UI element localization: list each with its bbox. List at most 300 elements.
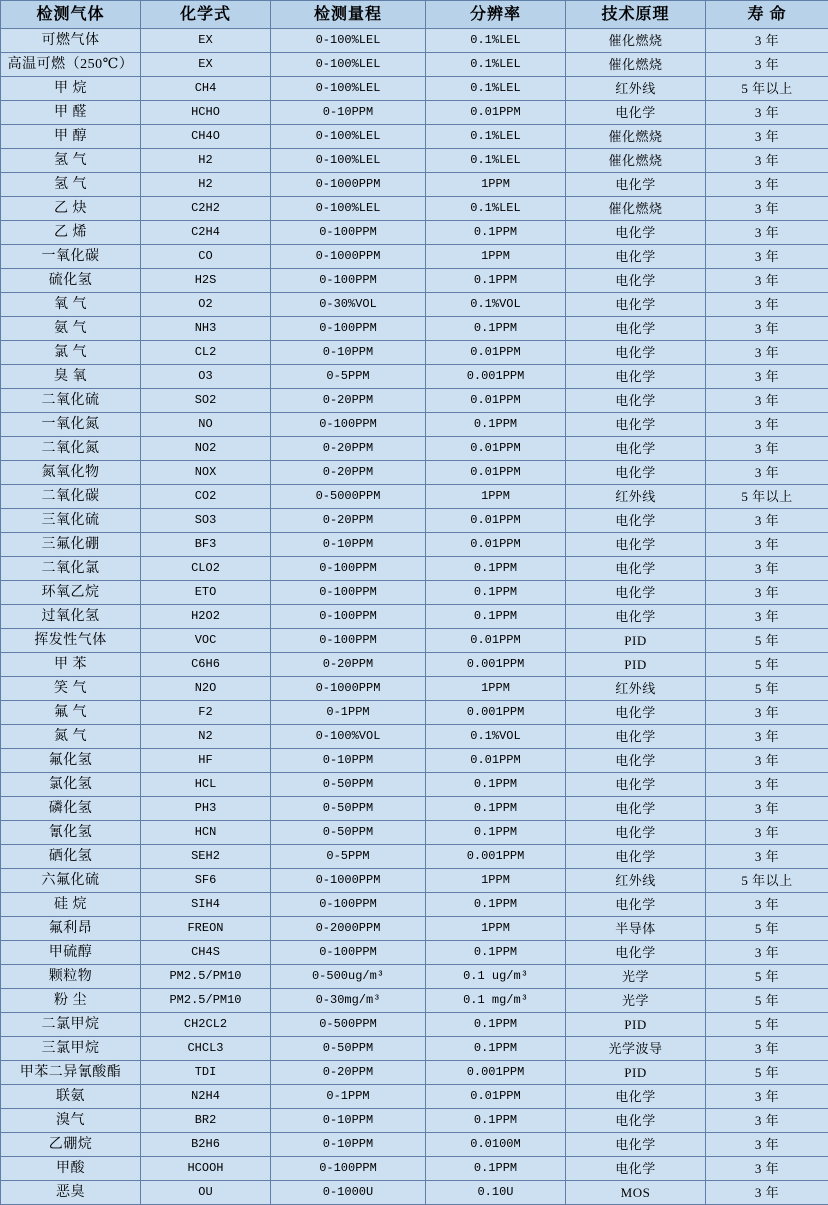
table-row xyxy=(1,869,828,893)
cell-lifetime: 3 年 xyxy=(706,269,828,293)
cell-resolution: 0.1PPM xyxy=(426,581,566,605)
table-row xyxy=(1,221,828,245)
table-row xyxy=(1,605,828,629)
cell-range: 0-100PPM xyxy=(271,413,426,437)
cell-lifetime: 3 年 xyxy=(706,1181,828,1205)
cell-lifetime: 3 年 xyxy=(706,1109,828,1133)
cell-gas: 甲 醇 xyxy=(1,125,141,149)
cell-gas: 甲 苯 xyxy=(1,653,141,677)
cell-formula: O3 xyxy=(141,365,271,389)
cell-range: 0-100%VOL xyxy=(271,725,426,749)
table-row xyxy=(1,941,828,965)
table-body xyxy=(1,29,828,1205)
table-row xyxy=(1,725,828,749)
cell-lifetime: 3 年 xyxy=(706,725,828,749)
cell-technology: MOS xyxy=(566,1181,706,1205)
cell-gas: 高温可燃（250℃） xyxy=(1,53,141,77)
cell-technology: 电化学 xyxy=(566,701,706,725)
table-row xyxy=(1,365,828,389)
cell-technology: 光学 xyxy=(566,965,706,989)
cell-formula: CH2CL2 xyxy=(141,1013,271,1037)
cell-lifetime: 3 年 xyxy=(706,461,828,485)
cell-gas: 粉 尘 xyxy=(1,989,141,1013)
cell-gas: 氢 气 xyxy=(1,173,141,197)
cell-lifetime: 3 年 xyxy=(706,533,828,557)
cell-gas: 甲 醛 xyxy=(1,101,141,125)
cell-gas: 一氧化碳 xyxy=(1,245,141,269)
cell-range: 0-100PPM xyxy=(271,605,426,629)
table-row xyxy=(1,557,828,581)
cell-formula: CL2 xyxy=(141,341,271,365)
cell-resolution: 0.01PPM xyxy=(426,533,566,557)
cell-lifetime: 5 年 xyxy=(706,989,828,1013)
cell-range: 0-100PPM xyxy=(271,893,426,917)
cell-range: 0-1000PPM xyxy=(271,173,426,197)
cell-technology: 电化学 xyxy=(566,581,706,605)
cell-gas: 氯 气 xyxy=(1,341,141,365)
cell-range: 0-500PPM xyxy=(271,1013,426,1037)
cell-gas: 恶臭 xyxy=(1,1181,141,1205)
cell-technology: 电化学 xyxy=(566,725,706,749)
cell-technology: 电化学 xyxy=(566,341,706,365)
cell-range: 0-2000PPM xyxy=(271,917,426,941)
cell-gas: 氮 气 xyxy=(1,725,141,749)
cell-range: 0-100%LEL xyxy=(271,29,426,53)
table-row xyxy=(1,1013,828,1037)
cell-technology: 催化燃烧 xyxy=(566,125,706,149)
cell-resolution: 0.1%LEL xyxy=(426,149,566,173)
cell-resolution: 0.1PPM xyxy=(426,317,566,341)
cell-technology: PID xyxy=(566,653,706,677)
cell-range: 0-1000PPM xyxy=(271,245,426,269)
cell-formula: BF3 xyxy=(141,533,271,557)
cell-technology: 电化学 xyxy=(566,413,706,437)
table-row xyxy=(1,437,828,461)
table-row xyxy=(1,461,828,485)
table-row xyxy=(1,125,828,149)
cell-formula: CLO2 xyxy=(141,557,271,581)
cell-resolution: 1PPM xyxy=(426,485,566,509)
cell-gas: 氨 气 xyxy=(1,317,141,341)
cell-range: 0-5PPM xyxy=(271,845,426,869)
table-row xyxy=(1,269,828,293)
cell-gas: 笑 气 xyxy=(1,677,141,701)
cell-formula: OU xyxy=(141,1181,271,1205)
cell-gas: 联氨 xyxy=(1,1085,141,1109)
cell-technology: 电化学 xyxy=(566,389,706,413)
cell-resolution: 0.1PPM xyxy=(426,413,566,437)
cell-gas: 甲苯二异氰酸酯 xyxy=(1,1061,141,1085)
cell-resolution: 0.1PPM xyxy=(426,773,566,797)
cell-lifetime: 3 年 xyxy=(706,941,828,965)
cell-formula: F2 xyxy=(141,701,271,725)
cell-formula: SEH2 xyxy=(141,845,271,869)
cell-range: 0-10PPM xyxy=(271,1133,426,1157)
cell-range: 0-20PPM xyxy=(271,1061,426,1085)
cell-resolution: 0.1PPM xyxy=(426,797,566,821)
cell-range: 0-5000PPM xyxy=(271,485,426,509)
cell-lifetime: 3 年 xyxy=(706,389,828,413)
cell-range: 0-100%LEL xyxy=(271,53,426,77)
cell-range: 0-100PPM xyxy=(271,941,426,965)
cell-technology: 半导体 xyxy=(566,917,706,941)
cell-formula: PM2.5/PM10 xyxy=(141,965,271,989)
cell-range: 0-100PPM xyxy=(271,317,426,341)
table-row xyxy=(1,1181,828,1205)
table-row xyxy=(1,653,828,677)
cell-gas: 甲 烷 xyxy=(1,77,141,101)
cell-technology: 电化学 xyxy=(566,1085,706,1109)
cell-gas: 氰化氢 xyxy=(1,821,141,845)
cell-range: 0-5PPM xyxy=(271,365,426,389)
cell-gas: 氮氧化物 xyxy=(1,461,141,485)
cell-resolution: 0.1%LEL xyxy=(426,77,566,101)
cell-lifetime: 3 年 xyxy=(706,581,828,605)
cell-gas: 颗粒物 xyxy=(1,965,141,989)
cell-resolution: 0.0100M xyxy=(426,1133,566,1157)
cell-resolution: 0.01PPM xyxy=(426,389,566,413)
cell-resolution: 0.1PPM xyxy=(426,893,566,917)
cell-resolution: 0.01PPM xyxy=(426,629,566,653)
cell-formula: CHCL3 xyxy=(141,1037,271,1061)
cell-range: 0-10PPM xyxy=(271,1109,426,1133)
cell-lifetime: 3 年 xyxy=(706,509,828,533)
cell-range: 0-100PPM xyxy=(271,581,426,605)
cell-technology: 电化学 xyxy=(566,845,706,869)
table-row xyxy=(1,413,828,437)
cell-range: 0-1000U xyxy=(271,1181,426,1205)
cell-resolution: 0.1PPM xyxy=(426,557,566,581)
cell-resolution: 0.001PPM xyxy=(426,365,566,389)
cell-resolution: 0.01PPM xyxy=(426,509,566,533)
cell-lifetime: 3 年 xyxy=(706,773,828,797)
cell-resolution: 0.1PPM xyxy=(426,605,566,629)
cell-gas: 甲酸 xyxy=(1,1157,141,1181)
cell-lifetime: 3 年 xyxy=(706,53,828,77)
cell-formula: N2O xyxy=(141,677,271,701)
cell-gas: 氟化氢 xyxy=(1,749,141,773)
cell-formula: HCL xyxy=(141,773,271,797)
cell-resolution: 0.1PPM xyxy=(426,941,566,965)
cell-range: 0-100%LEL xyxy=(271,197,426,221)
header-lifetime: 寿 命 xyxy=(706,1,828,29)
cell-technology: 光学 xyxy=(566,989,706,1013)
table-row xyxy=(1,1061,828,1085)
cell-technology: PID xyxy=(566,1061,706,1085)
cell-lifetime: 5 年 xyxy=(706,653,828,677)
cell-formula: FREON xyxy=(141,917,271,941)
cell-gas: 硒化氢 xyxy=(1,845,141,869)
cell-technology: 电化学 xyxy=(566,797,706,821)
table-row xyxy=(1,629,828,653)
cell-resolution: 0.1PPM xyxy=(426,1157,566,1181)
cell-gas: 硫化氢 xyxy=(1,269,141,293)
cell-gas: 三氯甲烷 xyxy=(1,1037,141,1061)
table-row xyxy=(1,173,828,197)
cell-technology: 红外线 xyxy=(566,77,706,101)
table-row xyxy=(1,797,828,821)
table-row xyxy=(1,1109,828,1133)
table-row xyxy=(1,533,828,557)
cell-formula: H2 xyxy=(141,173,271,197)
cell-formula: NO2 xyxy=(141,437,271,461)
cell-range: 0-50PPM xyxy=(271,797,426,821)
table-row xyxy=(1,677,828,701)
cell-formula: NH3 xyxy=(141,317,271,341)
cell-resolution: 0.1PPM xyxy=(426,1109,566,1133)
cell-resolution: 0.1%VOL xyxy=(426,293,566,317)
cell-gas: 二氧化碳 xyxy=(1,485,141,509)
cell-gas: 乙 烯 xyxy=(1,221,141,245)
cell-lifetime: 3 年 xyxy=(706,197,828,221)
cell-lifetime: 3 年 xyxy=(706,845,828,869)
cell-range: 0-10PPM xyxy=(271,749,426,773)
cell-technology: 电化学 xyxy=(566,461,706,485)
cell-range: 0-500ug/m³ xyxy=(271,965,426,989)
cell-formula: H2S xyxy=(141,269,271,293)
cell-resolution: 0.1PPM xyxy=(426,821,566,845)
cell-range: 0-50PPM xyxy=(271,821,426,845)
cell-gas: 二氧化硫 xyxy=(1,389,141,413)
cell-technology: 电化学 xyxy=(566,269,706,293)
cell-lifetime: 3 年 xyxy=(706,557,828,581)
cell-gas: 六氟化硫 xyxy=(1,869,141,893)
cell-formula: H2O2 xyxy=(141,605,271,629)
cell-resolution: 1PPM xyxy=(426,869,566,893)
cell-range: 0-100%LEL xyxy=(271,149,426,173)
cell-formula: PM2.5/PM10 xyxy=(141,989,271,1013)
cell-gas: 二氧化氮 xyxy=(1,437,141,461)
cell-resolution: 0.1%LEL xyxy=(426,197,566,221)
cell-lifetime: 3 年 xyxy=(706,893,828,917)
cell-gas: 一氧化氮 xyxy=(1,413,141,437)
cell-range: 0-20PPM xyxy=(271,509,426,533)
cell-resolution: 0.01PPM xyxy=(426,101,566,125)
cell-resolution: 0.1PPM xyxy=(426,221,566,245)
cell-lifetime: 3 年 xyxy=(706,341,828,365)
cell-range: 0-100PPM xyxy=(271,557,426,581)
cell-formula: BR2 xyxy=(141,1109,271,1133)
cell-lifetime: 5 年 xyxy=(706,1013,828,1037)
cell-lifetime: 3 年 xyxy=(706,173,828,197)
cell-formula: CO2 xyxy=(141,485,271,509)
table-row xyxy=(1,197,828,221)
cell-technology: 光学波导 xyxy=(566,1037,706,1061)
table-row xyxy=(1,149,828,173)
table-row xyxy=(1,293,828,317)
cell-resolution: 0.1%VOL xyxy=(426,725,566,749)
cell-formula: HCHO xyxy=(141,101,271,125)
cell-formula: N2H4 xyxy=(141,1085,271,1109)
table-row xyxy=(1,965,828,989)
cell-range: 0-50PPM xyxy=(271,1037,426,1061)
cell-formula: C2H2 xyxy=(141,197,271,221)
cell-formula: CH4O xyxy=(141,125,271,149)
table-row xyxy=(1,341,828,365)
cell-resolution: 0.1%LEL xyxy=(426,29,566,53)
cell-lifetime: 3 年 xyxy=(706,245,828,269)
cell-formula: ETO xyxy=(141,581,271,605)
cell-technology: 电化学 xyxy=(566,749,706,773)
table-row xyxy=(1,1085,828,1109)
cell-lifetime: 5 年 xyxy=(706,1061,828,1085)
cell-lifetime: 3 年 xyxy=(706,1133,828,1157)
cell-formula: HCOOH xyxy=(141,1157,271,1181)
cell-technology: 电化学 xyxy=(566,173,706,197)
cell-formula: TDI xyxy=(141,1061,271,1085)
cell-resolution: 1PPM xyxy=(426,677,566,701)
cell-resolution: 0.001PPM xyxy=(426,653,566,677)
cell-technology: PID xyxy=(566,629,706,653)
cell-technology: 催化燃烧 xyxy=(566,149,706,173)
table-row xyxy=(1,485,828,509)
cell-technology: PID xyxy=(566,1013,706,1037)
cell-formula: N2 xyxy=(141,725,271,749)
header-technology: 技术原理 xyxy=(566,1,706,29)
cell-lifetime: 3 年 xyxy=(706,413,828,437)
cell-gas: 二氧化氯 xyxy=(1,557,141,581)
cell-resolution: 0.1 ug/m³ xyxy=(426,965,566,989)
cell-resolution: 0.001PPM xyxy=(426,701,566,725)
cell-technology: 红外线 xyxy=(566,485,706,509)
cell-gas: 乙硼烷 xyxy=(1,1133,141,1157)
cell-technology: 催化燃烧 xyxy=(566,29,706,53)
cell-range: 0-100%LEL xyxy=(271,77,426,101)
cell-lifetime: 3 年 xyxy=(706,1085,828,1109)
cell-lifetime: 3 年 xyxy=(706,605,828,629)
table-row xyxy=(1,773,828,797)
cell-formula: CH4S xyxy=(141,941,271,965)
cell-gas: 氧 气 xyxy=(1,293,141,317)
table-row xyxy=(1,701,828,725)
cell-resolution: 1PPM xyxy=(426,173,566,197)
cell-formula: HCN xyxy=(141,821,271,845)
cell-lifetime: 3 年 xyxy=(706,125,828,149)
cell-formula: CO xyxy=(141,245,271,269)
cell-technology: 电化学 xyxy=(566,245,706,269)
cell-technology: 电化学 xyxy=(566,1133,706,1157)
cell-resolution: 0.01PPM xyxy=(426,461,566,485)
header-gas: 检测气体 xyxy=(1,1,141,29)
cell-technology: 电化学 xyxy=(566,221,706,245)
header-formula: 化学式 xyxy=(141,1,271,29)
cell-range: 0-30%VOL xyxy=(271,293,426,317)
cell-formula: C2H4 xyxy=(141,221,271,245)
cell-technology: 电化学 xyxy=(566,365,706,389)
cell-formula: PH3 xyxy=(141,797,271,821)
cell-resolution: 0.01PPM xyxy=(426,341,566,365)
table-row xyxy=(1,77,828,101)
cell-lifetime: 3 年 xyxy=(706,437,828,461)
cell-technology: 红外线 xyxy=(566,869,706,893)
cell-range: 0-20PPM xyxy=(271,437,426,461)
cell-technology: 电化学 xyxy=(566,941,706,965)
cell-technology: 电化学 xyxy=(566,533,706,557)
cell-lifetime: 5 年 xyxy=(706,677,828,701)
table-row xyxy=(1,1157,828,1181)
cell-technology: 红外线 xyxy=(566,677,706,701)
cell-lifetime: 5 年以上 xyxy=(706,485,828,509)
cell-lifetime: 3 年 xyxy=(706,149,828,173)
cell-resolution: 0.01PPM xyxy=(426,749,566,773)
cell-lifetime: 5 年 xyxy=(706,629,828,653)
cell-lifetime: 3 年 xyxy=(706,821,828,845)
cell-formula: NOX xyxy=(141,461,271,485)
table-row xyxy=(1,821,828,845)
cell-range: 0-20PPM xyxy=(271,461,426,485)
cell-gas: 氢 气 xyxy=(1,149,141,173)
cell-gas: 溴气 xyxy=(1,1109,141,1133)
table-row xyxy=(1,1133,828,1157)
cell-technology: 电化学 xyxy=(566,773,706,797)
table-row xyxy=(1,989,828,1013)
cell-formula: SO2 xyxy=(141,389,271,413)
table-row xyxy=(1,317,828,341)
cell-lifetime: 3 年 xyxy=(706,1037,828,1061)
cell-gas: 氟利昂 xyxy=(1,917,141,941)
cell-formula: CH4 xyxy=(141,77,271,101)
cell-formula: EX xyxy=(141,53,271,77)
cell-resolution: 1PPM xyxy=(426,917,566,941)
cell-technology: 催化燃烧 xyxy=(566,197,706,221)
cell-lifetime: 3 年 xyxy=(706,749,828,773)
cell-lifetime: 5 年以上 xyxy=(706,869,828,893)
cell-lifetime: 3 年 xyxy=(706,29,828,53)
cell-gas: 臭 氧 xyxy=(1,365,141,389)
cell-resolution: 0.01PPM xyxy=(426,1085,566,1109)
cell-resolution: 1PPM xyxy=(426,245,566,269)
header-range: 检测量程 xyxy=(271,1,426,29)
cell-technology: 电化学 xyxy=(566,1157,706,1181)
table-row xyxy=(1,917,828,941)
cell-range: 0-100PPM xyxy=(271,629,426,653)
table-row xyxy=(1,509,828,533)
table-header-row xyxy=(1,1,828,29)
cell-lifetime: 5 年 xyxy=(706,965,828,989)
cell-range: 0-1000PPM xyxy=(271,869,426,893)
cell-lifetime: 5 年以上 xyxy=(706,77,828,101)
cell-range: 0-10PPM xyxy=(271,533,426,557)
cell-gas: 硅 烷 xyxy=(1,893,141,917)
cell-technology: 电化学 xyxy=(566,101,706,125)
cell-technology: 电化学 xyxy=(566,293,706,317)
cell-formula: C6H6 xyxy=(141,653,271,677)
table-row xyxy=(1,29,828,53)
table-row xyxy=(1,101,828,125)
cell-resolution: 0.01PPM xyxy=(426,437,566,461)
cell-technology: 电化学 xyxy=(566,1109,706,1133)
table-row xyxy=(1,893,828,917)
cell-technology: 电化学 xyxy=(566,821,706,845)
cell-lifetime: 3 年 xyxy=(706,1157,828,1181)
cell-formula: H2 xyxy=(141,149,271,173)
cell-range: 0-10PPM xyxy=(271,341,426,365)
cell-resolution: 0.1 mg/m³ xyxy=(426,989,566,1013)
cell-formula: VOC xyxy=(141,629,271,653)
cell-resolution: 0.10U xyxy=(426,1181,566,1205)
cell-range: 0-100PPM xyxy=(271,221,426,245)
cell-gas: 氟 气 xyxy=(1,701,141,725)
cell-technology: 电化学 xyxy=(566,509,706,533)
cell-gas: 氯化氢 xyxy=(1,773,141,797)
cell-technology: 电化学 xyxy=(566,893,706,917)
cell-formula: NO xyxy=(141,413,271,437)
cell-range: 0-30mg/m³ xyxy=(271,989,426,1013)
cell-gas: 过氧化氢 xyxy=(1,605,141,629)
cell-range: 0-20PPM xyxy=(271,653,426,677)
cell-formula: HF xyxy=(141,749,271,773)
header-resolution: 分辨率 xyxy=(426,1,566,29)
